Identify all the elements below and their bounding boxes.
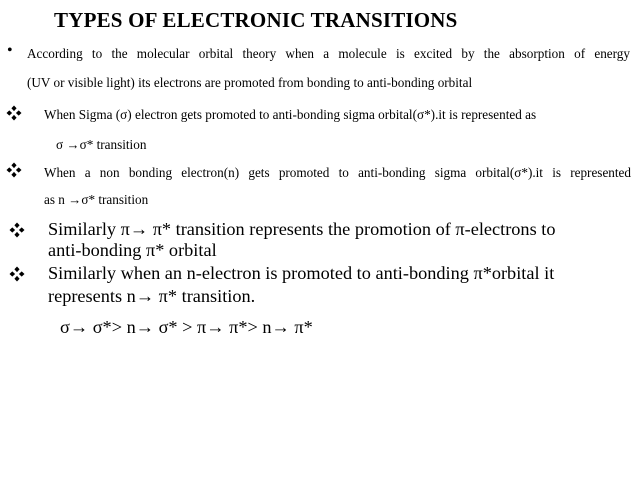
four-diamond-bullet-icon xyxy=(6,162,22,178)
four-diamond-bullet-icon xyxy=(9,266,25,282)
bullet4-line2: anti-bonding π* orbital xyxy=(48,240,217,260)
bullet2-line1: When Sigma (σ) electron gets promoted to anti-bonding sigma orbital(σ*).it is represented as xyxy=(44,107,537,122)
bullet3-line2: as n →σ* transition xyxy=(44,192,149,207)
bullet-dot-icon: • xyxy=(7,42,13,59)
bullet1-line2: (UV or visible light) its electrons are promoted from bonding to anti-bonding orbital xyxy=(27,75,473,90)
bullet4-line1: Similarly π→ π* transition represents the promotion of π-electrons to xyxy=(48,219,556,239)
slide-title: TYPES OF ELECTRONIC TRANSITIONS xyxy=(54,8,458,32)
bullet1-line1: According to the molecular orbital theory when a molecule is excited by the absorption of energy xyxy=(27,46,630,61)
transition-energy-order: σ→ σ*> n→ σ* > π→ π*> n→ π* xyxy=(60,317,313,337)
bullet2-line2: σ →σ* transition xyxy=(56,137,147,152)
bullet5-line2: represents n→ π* transition. xyxy=(48,286,256,306)
bullet5-line1: Similarly when an n-electron is promoted to anti-bonding π*orbital it xyxy=(48,263,555,283)
four-diamond-bullet-icon xyxy=(9,222,25,238)
bullet3-line1: When a non bonding electron(n) gets promoted to anti-bonding sigma orbital(σ*).it is represented xyxy=(44,165,631,180)
four-diamond-bullet-icon xyxy=(6,105,22,121)
